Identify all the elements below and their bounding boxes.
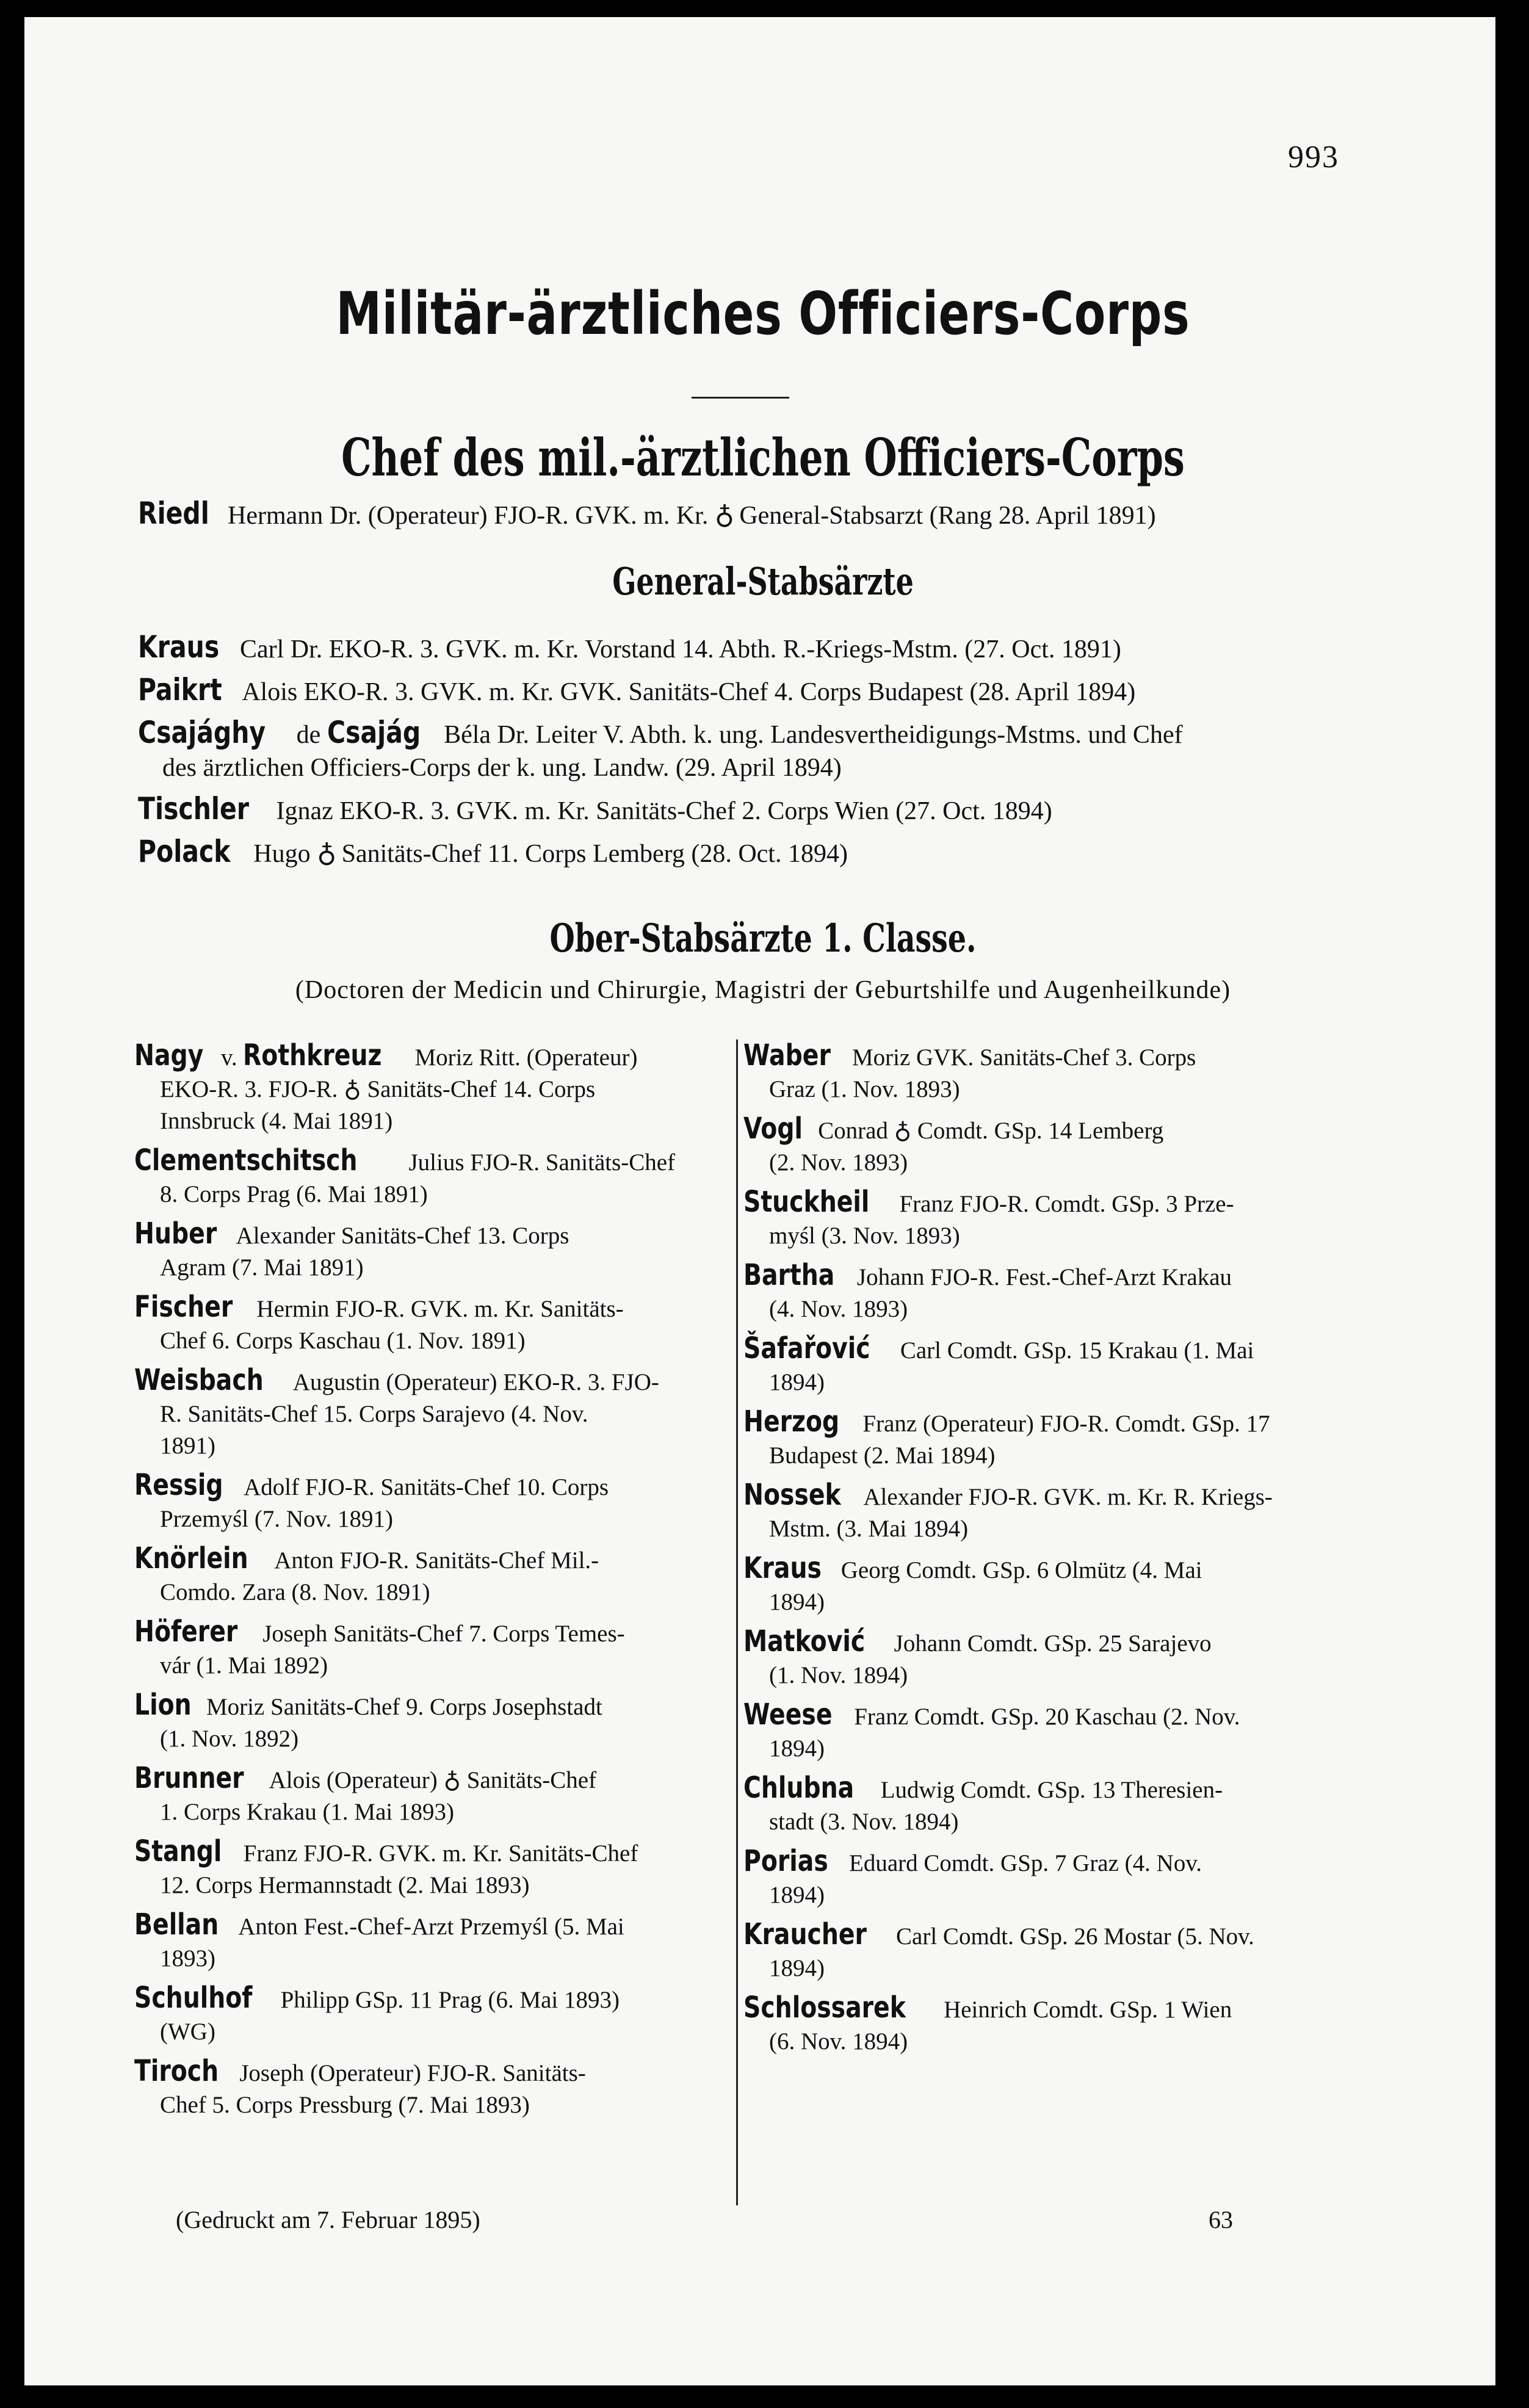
entry-continuation: EKO-R. 3. FJO-R. ♁ Sanitäts-Chef 14. Corps [160, 1076, 596, 1102]
entry-continuation: 8. Corps Prag (6. Mai 1891) [160, 1181, 428, 1207]
entry-text: Ignaz EKO-R. 3. GVK. m. Kr. Sanitäts-Chef 2. Corps Wien (27. Oct. 1894) [276, 797, 1052, 825]
entry-text: Alexander Sanitäts-Chef 13. Corps [236, 1223, 569, 1249]
entry-name: Rothkreuz [243, 1038, 382, 1072]
entry-name: Tischler [138, 791, 250, 826]
entry-continuation: Przemyśl (7. Nov. 1891) [160, 1506, 394, 1532]
entry-name: Paikrt [138, 672, 222, 707]
order-icon: ♁ [714, 500, 734, 530]
entry-name: Nossek [743, 1478, 841, 1512]
officer-entry [743, 1039, 1342, 1105]
entry-continuation: 1894) [769, 1735, 825, 1762]
officer-entry [134, 2055, 732, 2121]
entry-name: Tiroch [134, 2054, 219, 2088]
entry-name: Brunner [134, 1761, 244, 1795]
entry-name: Weisbach [134, 1363, 264, 1397]
entry-name: Šafařović [743, 1331, 870, 1365]
entry-continuation: (1. Nov. 1894) [769, 1662, 908, 1688]
general-entry [138, 673, 1135, 709]
officer-entry [743, 1625, 1342, 1691]
page-title: Militär-ärztliches Officiers-Corps [336, 280, 1190, 348]
entry-name: Fischer [134, 1290, 233, 1324]
officer-entry [743, 1918, 1342, 1984]
officer-entry [743, 1845, 1342, 1911]
entry-name: Csajághy [138, 715, 266, 750]
entry-continuation: (WG) [160, 2019, 215, 2045]
ober-heading: Ober-Stabsärzte 1. Classe. [549, 916, 977, 961]
entry-continuation: 12. Corps Hermannstadt (2. Mai 1893) [160, 1872, 530, 1898]
officer-entry [134, 1542, 732, 1608]
entry-name: Bellan [134, 1907, 219, 1942]
general-entry [138, 835, 848, 870]
entry-text: Anton FJO-R. Sanitäts-Chef Mil.- [274, 1547, 599, 1574]
entry-text: Sanitäts-Chef 11. Corps Lemberg (28. Oct. 1894) [341, 840, 848, 868]
general-entry [138, 716, 1183, 751]
officer-entry [743, 1552, 1342, 1618]
entry-text: Franz (Operateur) FJO-R. Comdt. GSp. 17 [862, 1411, 1270, 1437]
entry-continuation: 1894) [769, 1589, 825, 1615]
entry-continuation: 1894) [769, 1369, 825, 1395]
entry-continuation: (4. Nov. 1893) [769, 1296, 908, 1322]
page-number: 993 [1288, 140, 1339, 175]
entry-text: Moriz Sanitäts-Chef 9. Corps Josephstadt [206, 1694, 602, 1720]
entry-text: Joseph Sanitäts-Chef 7. Corps Temes- [262, 1621, 625, 1647]
officer-entry [134, 1218, 732, 1284]
entry-text: Johann Comdt. GSp. 25 Sarajevo [894, 1630, 1212, 1657]
entry-name: Kraus [138, 629, 220, 665]
entry-name: Stuckheil [743, 1185, 870, 1219]
officer-entry [743, 1332, 1342, 1398]
officer-entry [134, 1144, 732, 1210]
entry-continuation: Innsbruck (4. Mai 1891) [160, 1108, 393, 1134]
sheet-number: 63 [1209, 2206, 1233, 2233]
entry-name: Riedl [138, 496, 209, 531]
entry-name: Csajág [327, 715, 421, 750]
officer-entry [743, 1259, 1342, 1325]
entry-continuation: 1894) [769, 1882, 825, 1908]
entry-name: Schlossarek [743, 1990, 906, 2025]
entry-text: Carl Comdt. GSp. 15 Krakau (1. Mai [900, 1337, 1254, 1364]
entry-text: Moriz Ritt. (Operateur) [414, 1044, 638, 1071]
chef-entry [138, 497, 1156, 532]
entry-name: Waber [743, 1038, 831, 1072]
entry-continuation: Chef 6. Corps Kaschau (1. Nov. 1891) [160, 1328, 526, 1354]
entry-continuation: (1. Nov. 1892) [160, 1726, 299, 1752]
entry-continuation: vár (1. Mai 1892) [160, 1652, 328, 1679]
entry-text: Franz FJO-R. GVK. m. Kr. Sanitäts-Chef [243, 1840, 638, 1867]
entry-name: Weese [743, 1698, 833, 1732]
entry-text: de [296, 721, 321, 749]
entry-continuation: (6. Nov. 1894) [769, 2028, 908, 2055]
entry-text: Franz FJO-R. Comdt. GSp. 3 Prze- [899, 1191, 1234, 1217]
entry-text: Eduard Comdt. GSp. 7 Graz (4. Nov. [849, 1850, 1202, 1876]
entry-continuation: Chef 5. Corps Pressburg (7. Mai 1893) [160, 2092, 530, 2118]
general-entry [138, 631, 1121, 666]
chef-heading: Chef des mil.-ärztlichen Officiers-Corps [341, 427, 1185, 488]
general-entry-continuation: des ärztlichen Officiers-Corps der k. ung. Landw. (29. April 1894) [162, 754, 842, 782]
general-entry [138, 792, 1052, 828]
entry-continuation: (2. Nov. 1893) [769, 1149, 908, 1176]
officer-entry [134, 1762, 732, 1828]
entry-continuation: Graz (1. Nov. 1893) [769, 1076, 960, 1102]
entry-text: Hermann Dr. (Operateur) FJO-R. GVK. m. Kr. [227, 502, 709, 530]
entry-text: v. [220, 1044, 237, 1071]
ober-subheading: (Doctoren der Medicin und Chirurgie, Magistri der Geburtshilfe und Augenheilkunde) [295, 976, 1231, 1004]
entry-text: Johann FJO-R. Fest.-Chef-Arzt Krakau [856, 1264, 1232, 1290]
entry-name: Vogl [743, 1112, 803, 1146]
officer-entry [743, 1113, 1342, 1179]
officer-entry [743, 1772, 1342, 1838]
entry-name: Schulhof [134, 1981, 253, 2015]
entry-name: Knörlein [134, 1541, 248, 1575]
entry-name: Kraus [743, 1551, 822, 1585]
officer-entry [134, 1835, 732, 1901]
entry-text: Alois (Operateur) ♁ Sanitäts-Chef [269, 1767, 597, 1793]
entry-text: Georg Comdt. GSp. 6 Olmütz (4. Mai [840, 1557, 1202, 1583]
entry-name: Polack [138, 834, 231, 869]
entry-text: Conrad ♁ Comdt. GSp. 14 Lemberg [818, 1118, 1164, 1144]
officer-entry [134, 1364, 732, 1462]
entry-continuation: Comdo. Zara (8. Nov. 1891) [160, 1579, 430, 1605]
officer-entry [743, 1479, 1342, 1545]
officer-entry [134, 1982, 732, 2048]
entry-text: Hugo [253, 840, 311, 868]
entry-text: Ludwig Comdt. GSp. 13 Theresien- [880, 1777, 1223, 1803]
printed-note: (Gedruckt am 7. Februar 1895) [176, 2206, 480, 2233]
entry-name: Herzog [743, 1405, 840, 1439]
entry-name: Stangl [134, 1834, 222, 1868]
entry-continuation: 1891) [160, 1433, 215, 1459]
entry-name: Matković [743, 1624, 866, 1658]
officer-entry [134, 1469, 732, 1535]
entry-continuation: Mstm. (3. Mai 1894) [769, 1516, 969, 1542]
entry-continuation: myśl (3. Nov. 1893) [769, 1223, 960, 1249]
officer-entry [134, 1291, 732, 1357]
officer-entry [134, 1689, 732, 1755]
document-page [24, 17, 1495, 2385]
order-icon: ♁ [317, 838, 337, 868]
entry-continuation: Agram (7. Mai 1891) [160, 1254, 364, 1281]
entry-name: Nagy [134, 1038, 204, 1072]
entry-text: Carl Comdt. GSp. 26 Mostar (5. Nov. [896, 1923, 1254, 1950]
entry-text: Alexander FJO-R. GVK. m. Kr. R. Kriegs- [863, 1484, 1273, 1510]
entry-text: Adolf FJO-R. Sanitäts-Chef 10. Corps [244, 1474, 609, 1500]
entry-text: Philipp GSp. 11 Prag (6. Mai 1893) [280, 1987, 620, 2013]
entry-continuation: R. Sanitäts-Chef 15. Corps Sarajevo (4. Nov. [160, 1401, 588, 1427]
entry-name: Lion [134, 1688, 192, 1722]
officer-entry [134, 1616, 732, 1682]
entry-text: Hermin FJO-R. GVK. m. Kr. Sanitäts- [256, 1296, 624, 1322]
entry-name: Kraucher [743, 1917, 867, 1951]
left-column [134, 1039, 732, 2128]
entry-text: General-Stabsarzt (Rang 28. April 1891) [739, 502, 1156, 530]
officer-entry [743, 1992, 1342, 2058]
column-divider [736, 1039, 738, 2205]
general-heading: General-Stabsärzte [612, 559, 914, 604]
entry-text: Franz Comdt. GSp. 20 Kaschau (2. Nov. [854, 1704, 1240, 1730]
entry-text: Julius FJO-R. Sanitäts-Chef [408, 1149, 676, 1176]
entry-name: Bartha [743, 1258, 835, 1292]
entry-text: Augustin (Operateur) EKO-R. 3. FJO- [292, 1369, 659, 1395]
entry-name: Huber [134, 1217, 217, 1251]
entry-continuation: stadt (3. Nov. 1894) [769, 1809, 959, 1835]
officer-entry [743, 1186, 1342, 1252]
title-divider [692, 397, 789, 399]
officer-entry [134, 1909, 732, 1975]
right-column [743, 1039, 1342, 2065]
entry-text: Alois EKO-R. 3. GVK. m. Kr. GVK. Sanitäts-Chef 4. Corps Budapest (28. April 1894) [242, 678, 1136, 706]
officer-entry [743, 1699, 1342, 1765]
entry-name: Chlubna [743, 1771, 855, 1805]
officer-entry [743, 1406, 1342, 1472]
entry-name: Höferer [134, 1614, 238, 1649]
entry-text: Carl Dr. EKO-R. 3. GVK. m. Kr. Vorstand 14. Abth. R.-Kriegs-Mstm. (27. Oct. 1891) [240, 635, 1121, 663]
entry-text: Anton Fest.-Chef-Arzt Przemyśl (5. Mai [238, 1914, 624, 1940]
entry-continuation: Budapest (2. Mai 1894) [769, 1442, 996, 1469]
entry-name: Porias [743, 1844, 828, 1878]
entry-name: Clementschitsch [134, 1143, 358, 1177]
entry-continuation: 1. Corps Krakau (1. Mai 1893) [160, 1799, 454, 1825]
entry-text: Heinrich Comdt. GSp. 1 Wien [944, 1997, 1232, 2023]
entry-text: Joseph (Operateur) FJO-R. Sanitäts- [239, 2060, 586, 2086]
entry-name: Ressig [134, 1468, 223, 1502]
entry-continuation: 1894) [769, 1955, 825, 1981]
entry-text: Moriz GVK. Sanitäts-Chef 3. Corps [851, 1044, 1196, 1071]
entry-continuation: 1893) [160, 1945, 215, 1972]
entry-text: Béla Dr. Leiter V. Abth. k. ung. Landesvertheidigungs-Mstms. und Chef [444, 721, 1183, 749]
officer-entry [134, 1039, 732, 1137]
